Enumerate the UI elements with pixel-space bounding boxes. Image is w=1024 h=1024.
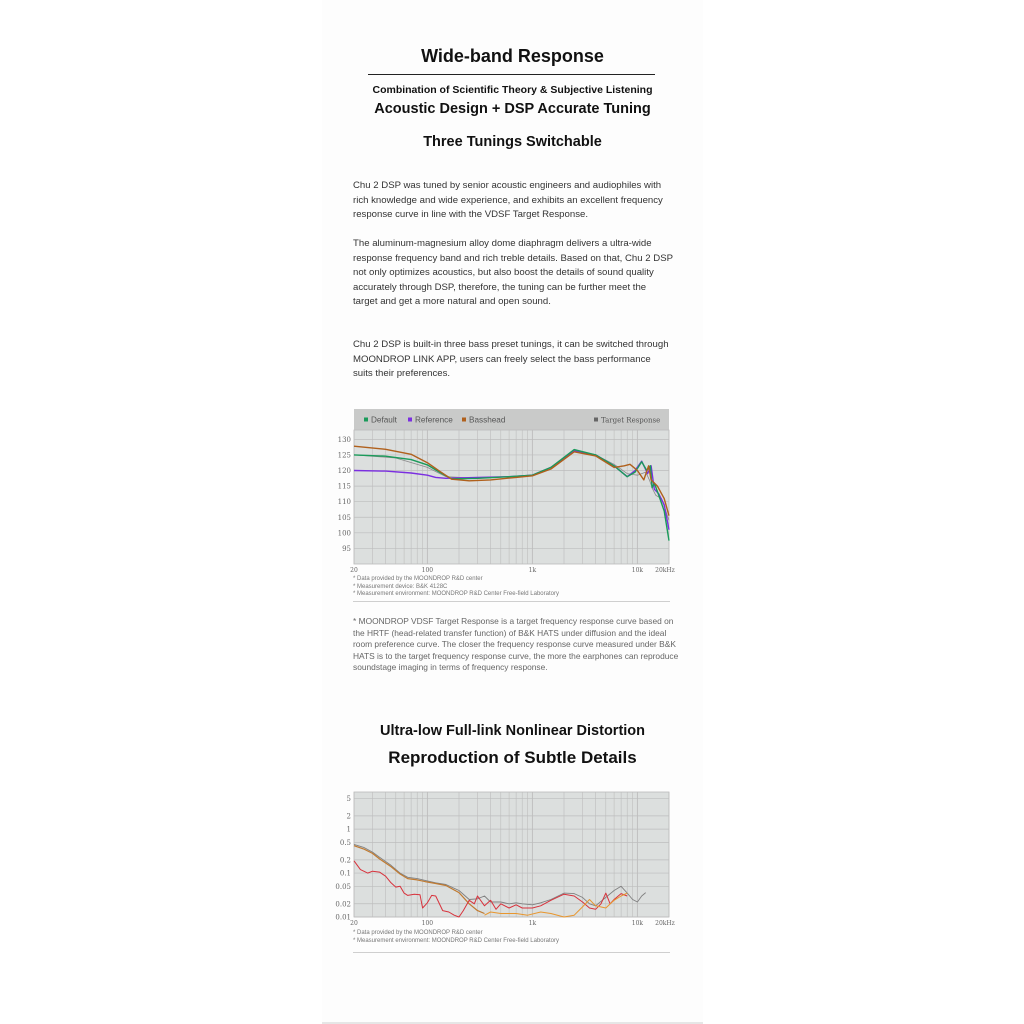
subtitle-scientific: Combination of Scientific Theory & Subjective Listening [372, 84, 653, 96]
y-tick-label: 0.05 [335, 882, 351, 891]
paragraph-presets: Chu 2 DSP is built-in three bass preset tunings, it can be switched through MOONDROP LINK APP, users can freely select the bass performance suits their preferences. [353, 339, 669, 380]
y-tick-label: 115 [337, 482, 351, 491]
legend-label: Target Response [601, 416, 661, 425]
y-tick-label: 5 [346, 794, 351, 803]
section-subtitle-details: Reproduction of Subtle Details [388, 748, 637, 767]
x-tick-label: 20kHz [655, 920, 675, 927]
y-tick-label: 105 [337, 513, 351, 522]
fr-footnote: * Measurement environment: MOONDROP R&D Center Free-field Laboratory [353, 591, 559, 597]
x-tick-label: 1k [528, 567, 537, 574]
y-tick-label: 1 [346, 825, 351, 834]
y-tick-label: 0.02 [335, 900, 351, 909]
legend-label: Default [371, 415, 397, 425]
legend-label: Reference [415, 415, 453, 425]
section-title-wideband: Wide-band Response [421, 46, 604, 66]
subtitle-acoustic-design: Acoustic Design + DSP Accurate Tuning [374, 101, 651, 117]
paragraph-tuning: Chu 2 DSP was tuned by senior acoustic engineers and audiophiles with rich knowledge and wide experience, and exhibits an excellent frequency response curve in line with the VDSF Target Response. [353, 180, 663, 221]
y-tick-label: 120 [337, 467, 351, 476]
paragraph-diaphragm: The aluminum-magnesium alloy dome diaphragm delivers a ultra-wide response frequency band and rich treble details. Based on that, Chu 2 DSP not only optimizes acoustics, but also boost the details of sound quality accurately through DSP, therefore, the tuning can be further meet the target and get a more natural and open sound. [353, 238, 673, 308]
y-tick-label: 2 [346, 812, 351, 821]
fr-footnotes [353, 576, 683, 599]
y-tick-label: 110 [337, 498, 351, 507]
x-tick-label: 10k [631, 920, 644, 927]
legend-swatch [462, 418, 466, 422]
y-tick-label: 0.1 [339, 869, 351, 878]
y-tick-label: 130 [337, 435, 351, 444]
plot-area [354, 430, 669, 564]
x-tick-label: 100 [421, 567, 434, 574]
thd-footnote: * Measurement environment: MOONDROP R&D Center Free-field Laboratory [353, 937, 559, 944]
fr-footnote: * Data provided by the MOONDROP R&D center [353, 576, 483, 582]
x-tick-label: 100 [421, 920, 434, 927]
product-page [322, 0, 703, 1022]
plot-area [354, 792, 669, 917]
y-tick-label: 0.5 [339, 838, 351, 847]
x-tick-label: 20 [350, 567, 358, 574]
x-tick-label: 20kHz [655, 567, 675, 574]
frequency-response-chart [322, 405, 703, 575]
subtitle-three-tunings: Three Tunings Switchable [423, 134, 602, 150]
legend-swatch [364, 418, 368, 422]
legend-swatch [594, 418, 598, 422]
distortion-chart [322, 788, 703, 930]
y-tick-label: 0.01 [335, 913, 351, 922]
y-tick-label: 125 [337, 451, 351, 460]
x-tick-label: 20 [350, 920, 358, 927]
fr-footnote: * Measurement device: B&K 4128C [353, 583, 448, 590]
x-tick-label: 1k [528, 920, 537, 927]
legend-label: Basshead [469, 415, 506, 425]
thd-separator [353, 952, 670, 953]
legend-swatch [408, 418, 412, 422]
x-tick-label: 10k [631, 567, 644, 574]
thd-footnotes [353, 930, 683, 945]
fr-separator [353, 601, 670, 602]
title-divider [368, 74, 655, 75]
target-response-note: * MOONDROP VDSF Target Response is a target frequency response curve based on the HRTF (head-related transfer function) of B&K HATS under diffusion and the ideal room preference curve. The closer the frequency response curve measured under B&K HATS is to the target frequency response curve, the more the earphones can reproduce soundstage imaging in terms of frequency response. [353, 616, 679, 672]
thd-footnote: * Data provided by the MOONDROP R&D center [353, 930, 483, 936]
y-tick-label: 0.2 [339, 856, 351, 865]
y-tick-label: 95 [342, 544, 351, 553]
section-title-distortion: Ultra-low Full-link Nonlinear Distortion [379, 723, 646, 739]
y-tick-label: 100 [337, 529, 351, 538]
